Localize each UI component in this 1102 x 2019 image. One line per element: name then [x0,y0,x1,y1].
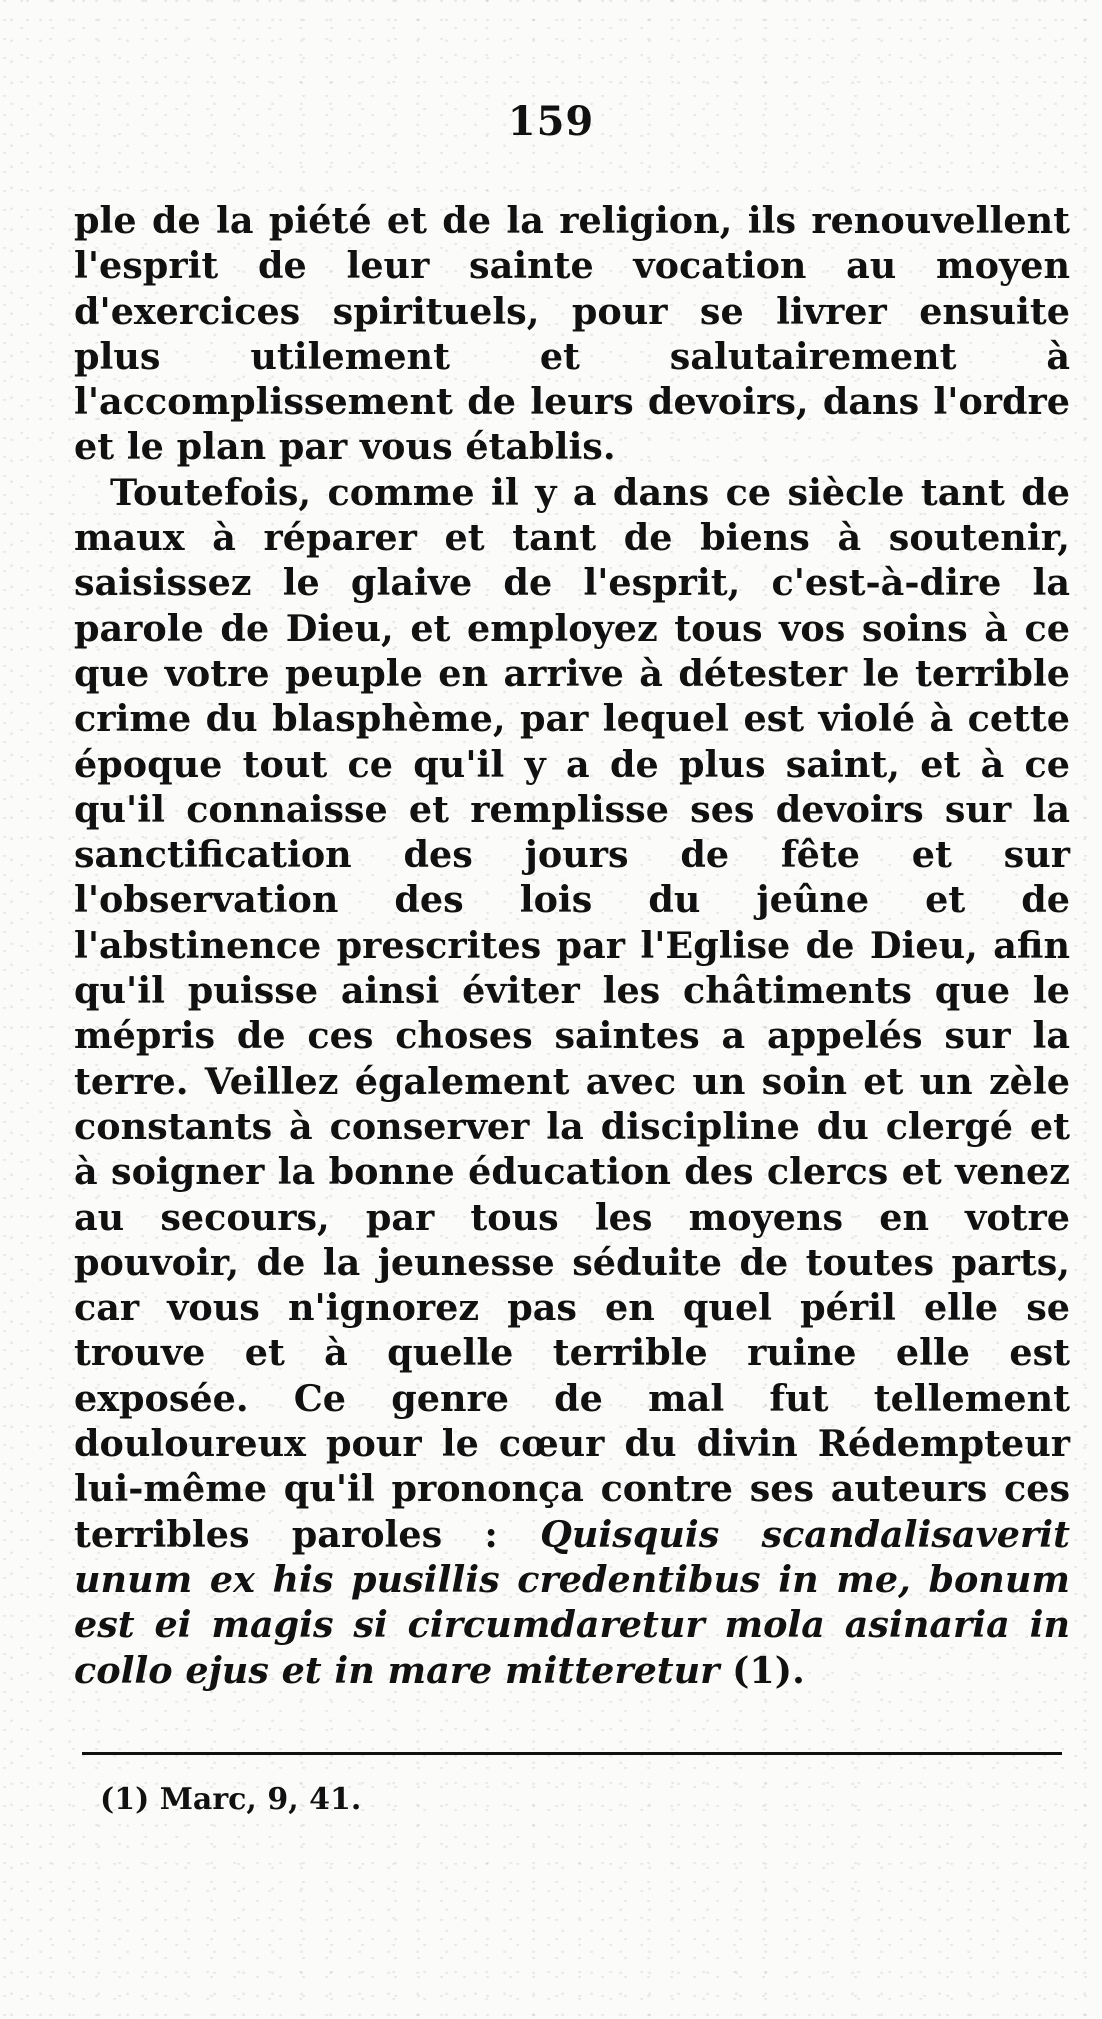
paragraph-text: Toutefois, comme il y a dans ce siècle tant de maux à réparer et tant de biens à soutenir, saisissez le glaive de l'esprit, c'est-à-dire la parole de Dieu, et employez tous vos soins à ce que votre peuple en arrive à détester le terrible crime du blasphème, par lequel est violé à cette époque tout ce qu'il y a de plus saint, et à ce qu'il connaisse et remplisse ses devoirs sur la sanctification des jours de fête et sur l'observation des lois du jeûne et de l'abstinence prescrites par l'Eglise de Dieu, afin qu'il puisse ainsi éviter les châtiments que le mépris de ces choses saintes a appelés sur la terre. Veillez également avec un soin et un zèle constants à conserver la discipline du clergé et à soigner la bonne éducation des clercs et venez au secours, par tous les moyens en votre pouvoir, de la jeunesse séduite de toutes parts, car vous n'ignorez pas en quel péril elle se trouve et à quelle terrible ruine elle est exposée. Ce genre de mal fut tellement douloureux pour le cœur du divin Rédempteur lui-même qu'il prononça contre ses auteurs ces terribles paroles : [74,470,1070,1556]
footnote-divider [82,1752,1062,1755]
footnote: (1) Marc, 9, 41. [100,1782,362,1817]
page-number: 159 [507,98,595,145]
body-text [74,198,1070,1693]
paragraph-continued: ple de la piété et de la religion, ils renouvellent l'esprit de leur sainte vocation au moyen d'exercices spirituels, pour se livrer ensuite plus utilement et salutairement à l'accomplissement de leurs devoirs, dans l'ordre et le plan par vous établis. [74,199,1070,469]
paragraph [74,470,1070,1693]
latin-quote: Quisquis scandalisaverit unum ex his pusillis credentibus in me, bonum est ei magis si circumdaretur mola asinaria in collo ejus et in mare mitteretur [74,1512,1070,1692]
footnote-reference: (1). [719,1648,805,1692]
